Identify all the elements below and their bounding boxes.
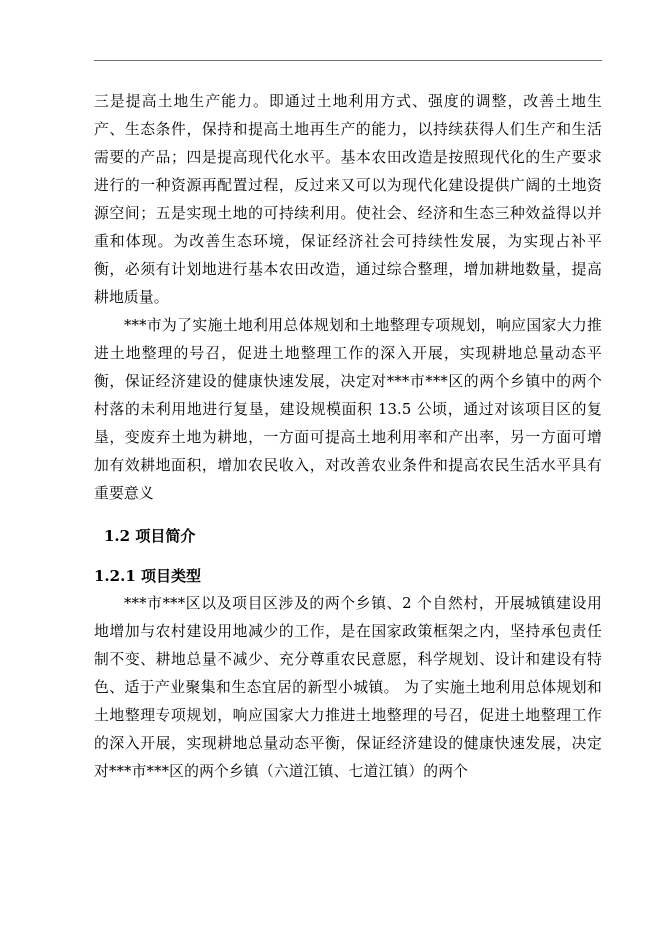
header-rule — [94, 60, 602, 61]
paragraph-project-background: ***市为了实施土地利用总体规划和土地整理专项规划，响应国家大力推进土地整理的号召，促进土地整理工作的深入开展，实现耕地总量动态平衡，保证经济建设的健康快速发展，决定对***市***区的两个乡镇中的两个村落的未利用地进行复垦，建设规模面积 13.5 公顷，通过对该项目区的复垦，变废弃土地为耕地，一方面可提高土地利用率和产出率，另一方面可增加有效耕地面积，增加农民收入，对改善农业条件和提高农民生活水平具有重要意义 — [94, 317, 602, 502]
paragraph-project-type: ***市***区以及项目区涉及的两个乡镇、2 个自然村，开展城镇建设用地增加与农村建设用地减少的工作，是在国家政策框架之内，坚持承包责任制不变、耕地总量不减少、充分尊重农民意愿，科学规划、设计和建设有特色、适于产业聚集和生态宜居的新型小城镇。 为了实施土地利用总体规划和土地整理专项规划，响应国家大力推进土地整理的号召，促进土地整理工作的深入开展，实现耕地总量动态平衡，保证经济建设的健康快速发展，决定对***市***区的两个乡镇（六道江镇、七道江镇）的两个 — [94, 595, 602, 780]
subsection-heading: 1.2.1 项目类型 — [94, 567, 201, 585]
paragraph-benefits: 三是提高土地生产能力。即通过土地利用方式、强度的调整，改善土地生产、生态条件，保持和提高土地再生产的能力，以持续获得人们生产和生活需要的产品；四是提高现代化水平。基本农田改造是按照现代化的生产要求进行的一种资源再配置过程，反过来又可以为现代化建设提供广阔的土地资源空间；五是实现土地的可持续利用。使社会、经济和生态三种效益得以并重和体现。为改善生态环境，保证经济社会可持续性发展，为实现占补平衡，必须有计划地进行基本农田改造，通过综合整理，增加耕地数量，提高耕地质量。 — [94, 93, 602, 306]
section-heading: 1.2 项目简介 — [104, 527, 196, 545]
document-body — [94, 88, 602, 786]
